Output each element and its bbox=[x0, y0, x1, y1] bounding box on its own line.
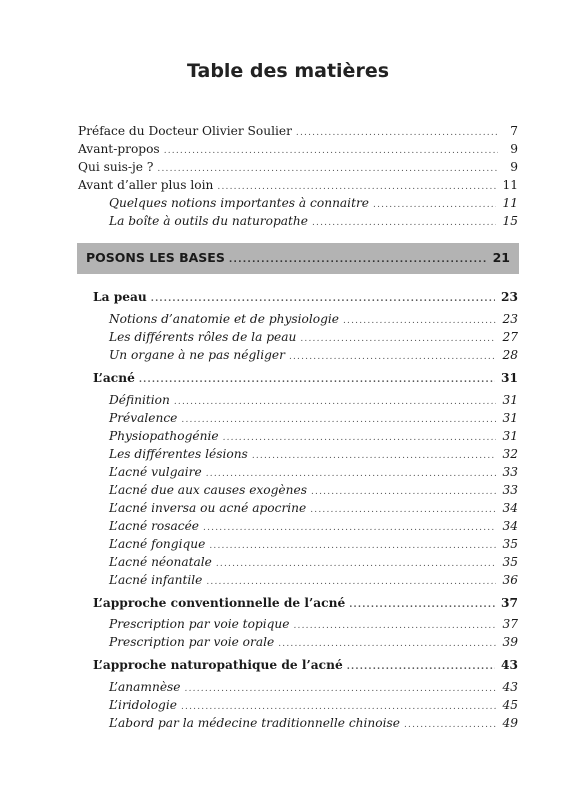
part-heading-band bbox=[77, 243, 519, 274]
toc-subentry[interactable]: L’acné due aux causes exogènes ..... 33 bbox=[109, 482, 518, 500]
toc-subentry[interactable]: L’acné vulgaire ..... 33 bbox=[109, 464, 518, 482]
toc-subentry[interactable]: Prévalence ..... 31 bbox=[109, 410, 518, 428]
toc-entry[interactable]: Avant d’aller plus loin ..... 11 bbox=[78, 177, 518, 195]
toc-subentry[interactable]: Prescription par voie orale ..... 39 bbox=[109, 634, 518, 652]
toc-subentry[interactable]: L’acné fongique ..... 35 bbox=[109, 536, 518, 554]
toc-subentry[interactable]: Les différentes lésions ..... 32 bbox=[109, 446, 518, 464]
toc-subentry[interactable]: Physiopathogénie ..... 31 bbox=[109, 428, 518, 446]
toc-entry[interactable]: Qui suis-je ? ..... 9 bbox=[78, 159, 518, 177]
part-heading[interactable]: POSONS LES BASES ..... 21 bbox=[86, 250, 510, 268]
toc-subentry[interactable]: L’abord par la médecine traditionnelle chinoise ..... 49 bbox=[109, 715, 518, 733]
toc-section[interactable]: L’approche naturopathique de l’acné ..... 43 bbox=[93, 657, 518, 675]
toc-subentry[interactable]: L’acné inversa ou acné apocrine ..... 34 bbox=[109, 500, 518, 518]
toc-entry[interactable]: Avant-propos ..... 9 bbox=[78, 141, 518, 159]
toc-subentry[interactable]: L’anamnèse ..... 43 bbox=[109, 679, 518, 697]
toc-section[interactable]: La peau ..... 23 bbox=[93, 289, 518, 307]
toc-section[interactable]: L’approche conventionnelle de l’acné ..... 37 bbox=[93, 595, 518, 613]
page-title: Table des matières bbox=[186, 60, 390, 82]
toc-subentry[interactable]: Un organe à ne pas négliger ..... 28 bbox=[109, 347, 518, 365]
toc-subentry[interactable]: L’acné rosacée ..... 34 bbox=[109, 518, 518, 536]
toc-subentry[interactable]: L’acné infantile ..... 36 bbox=[109, 572, 518, 590]
toc-subentry[interactable]: L’iridologie ..... 45 bbox=[109, 697, 518, 715]
toc-subentry[interactable]: La boîte à outils du naturopathe ..... 15 bbox=[109, 213, 518, 231]
toc-subentry[interactable]: L’acné néonatale ..... 35 bbox=[109, 554, 518, 572]
toc-section[interactable]: L’acné ..... 31 bbox=[93, 370, 518, 388]
toc-subentry[interactable]: Définition ..... 31 bbox=[109, 392, 518, 410]
toc-entry[interactable]: Préface du Docteur Olivier Soulier ..... 7 bbox=[78, 123, 518, 141]
toc-subentry[interactable]: Notions d’anatomie et de physiologie ..... 23 bbox=[109, 311, 518, 329]
toc-subentry[interactable]: Les différents rôles de la peau ..... 27 bbox=[109, 329, 518, 347]
toc-subentry[interactable]: Prescription par voie topique ..... 37 bbox=[109, 616, 518, 634]
toc-subentry[interactable]: Quelques notions importantes à connaitre ..... 11 bbox=[109, 195, 518, 213]
